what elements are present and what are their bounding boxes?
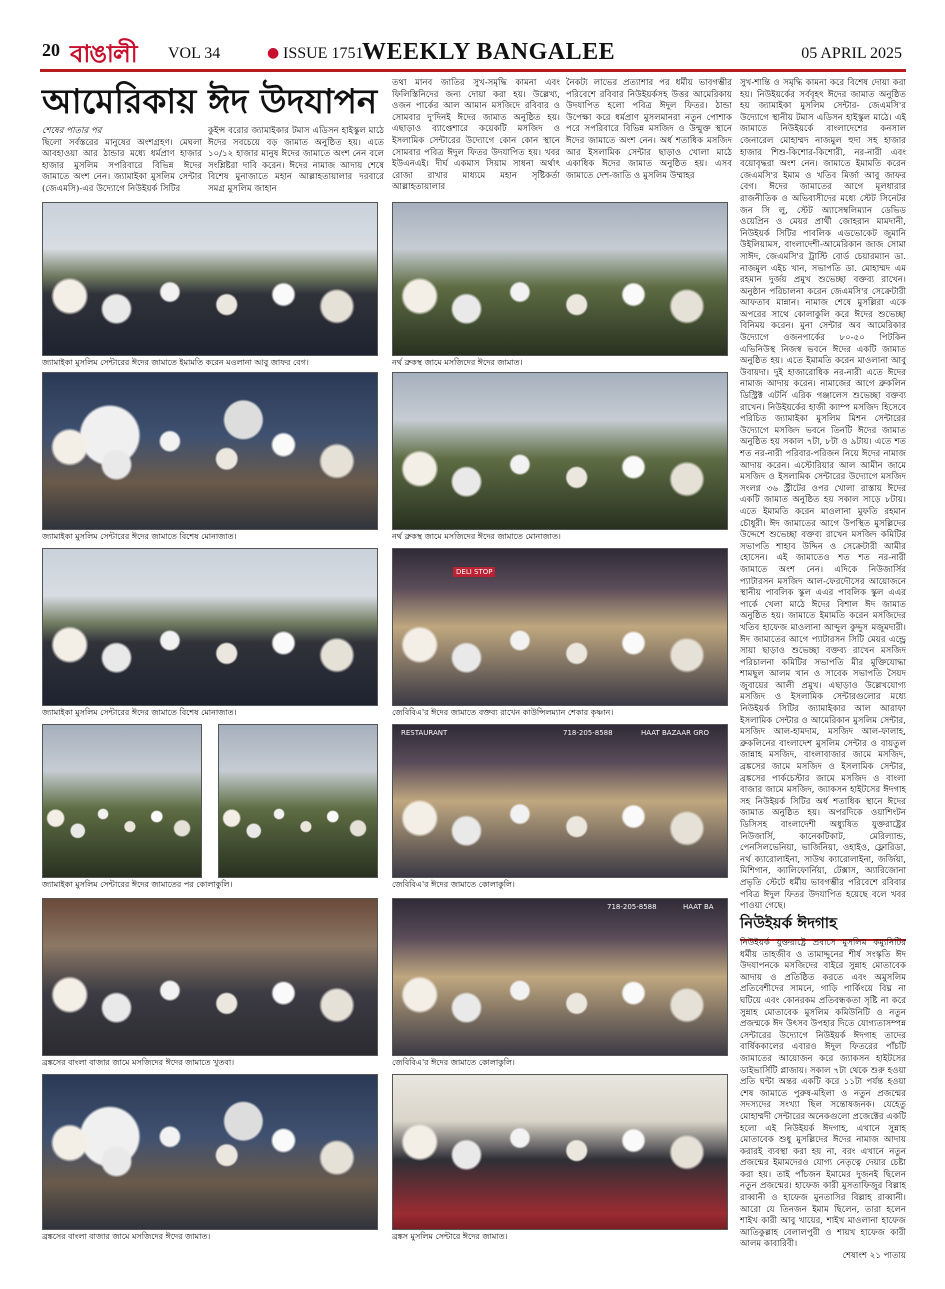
photo-bronx-khutba	[42, 898, 378, 1056]
issue: ISSUE 1751	[283, 45, 364, 62]
photo-jbba-embrace-1	[392, 724, 728, 878]
shop-sign: HAAT BAZAAR GRO	[641, 729, 710, 737]
headline: আমেরিকায় ঈদ উদযাপন	[42, 82, 378, 122]
shop-sign: DELI STOP	[453, 567, 495, 577]
photo-bronx-muslim-center	[392, 1074, 728, 1230]
photo-caption: জেবিবিএ'র ঈদের জামাতে কোলাকুলি।	[392, 880, 515, 889]
photo-caption: জেবিবিএ'র ঈদের জামাতে কোলাকুলি।	[392, 1058, 515, 1067]
separator-dot-icon: ●	[267, 45, 280, 61]
continued-on: শেষাংশ ২১ পাতায়	[842, 1251, 906, 1262]
page-number: 20	[42, 40, 60, 60]
column-1-text: ছিলো সর্বস্তরের মানুষের অংশগ্রহণ। মেঘলা আবহাওয়া আর ঠান্ডার মধ্যে ধর্মপ্রাণ হাজার হাজার মুসলিম সপরিবারে বিভিন্ন ঈদের জামাতে অংশ নেন। জ্যামাইকা মুসলিম সেন্টার (জেএমসি)-এর উদ্যোগে নিউইয়র্ক সিটির	[42, 137, 202, 194]
issue-date: 05 APRIL 2025	[801, 45, 902, 62]
photo-caption: জ্যামাইকা মুসলিম সেন্টারের ঈদের জামাতে ইমামতি করেন মওলানা আবু জাফর বেগ।	[42, 358, 309, 367]
shop-phone: 718-205-8588	[563, 729, 613, 737]
photo-caption: জ্যামাইকা মুসলিম সেন্টারের ঈদের জামাতের পর কোলাকুলি।	[42, 880, 233, 889]
photo-munajat-1	[42, 372, 378, 530]
photo-caption: ব্রঙ্কসের বাংলা বাজার জামে মসজিদের ঈদের জামাতে খুতবা।	[42, 1058, 235, 1067]
article-column-4	[566, 78, 732, 196]
article-column-5b	[740, 938, 906, 1262]
photo-munajat-2	[42, 548, 378, 706]
shop-sign: RESTAURANT	[401, 729, 448, 737]
photo-councilman-speech	[392, 548, 728, 706]
newspaper-logo: বাঙালী	[70, 40, 137, 68]
column-5-text: সুখ-শান্তি ও সমৃদ্ধি কামনা করে বিশেষ দোয়া করা হয়। নিউইয়র্কের সর্ববৃহৎ ঈদের জামাত অনুষ্ঠিত হয় জ্যামাইকা মুসলিম সেন্টার- জেএমসি'র উদ্যোগে স্থানীয় টমাস এডিসন হাইস্কুল মাঠে। এই জামাতে নিউইয়র্কে বাংলাদেশের কনসাল জেনারেল মোহাম্মদ নাজমুল হুদা সহ হাজার হাজার শিশু-কিশোর-কিশোরী, নর-নারী এবং বয়োবৃদ্ধরা অংশ নেন। জামাতে ইমামতি করেন জেএমসি'র ইমাম ও খতিব মির্জা আবু জাফর বেগ। ঈদের জামাতের আগে মূলধারার রাজনীতিক ও অভিবাসীদের মধ্যে স্টেট সিনেটর জন সি লু, স্টেট অ্যাসেম্বলিম্যান ডেভিড ওয়েপ্রিন ও মেয়র প্রার্থী জোহরান মামদানী, নিউইয়র্ক সিটির পাবলিক এডভোকেট জুমানি উইলিয়ামস, বাংলাদেশী-আমেরিকান জাজ সোমা সাঈদ, জেএমসি'র ট্রাস্টি বোর্ড চেয়ারম্যান ডা. নাজমুল এইচ খান, সভাপতি ডা. মোহাম্মদ এম রহমান দুর্জয় প্রমুখ শুভেচ্ছা বক্তব্য রাখেন। অনুষ্ঠান পরিচালনা করেন জেএমসি'র সেক্রেটারী আফতাব মান্নান। নামাজ শেষে মুসল্লিরা একে অপরের সাথে কোলাকুলি করে ঈদের শুভেচ্ছা বিনিময় করেন। মুনা সেন্টার অব আমেরিকার উদ্যোগে ওজনপার্কের ৮০-৫০ পিটকিন এভিনিউস্থ নিজস্ব ভবনে ঈদের একটি জামাত অনুষ্ঠিত হয়। এতে ইমামতি করেন মাওলানা আবু উবায়দা। দুই হাজারোধিক নর-নারী এতে ঈদের নামাজ আদায় করেন। নামাজের আগে ব্রুকলিন ডিস্ট্রিক্ট এটর্নি এরিক গঞ্জালেস শুভেচ্ছা বক্তব্য রাখেন। নিউইয়র্কের হাজী ক্যাম্প মসজিদ হিসেবে পরিচিত জ্যামাইকা মুসলিম মিশন সেন্টারের উদ্যোগে মসজিদ ভবনে তিনটি ঈদের জামাত অনুষ্ঠিত হয় সকাল ৭টা, ৮টা ও ৯টায়। এতে শত শত নর-নারী পরিবার-পরিজন নিয়ে ঈদের নামাজ আদায় করেন। এস্টোরিয়ার আল আমীন জামে মসজিদ ও ইসলামিক সেন্টারের উদ্যোগে মসজিদ সংলগ্ন ৩৬ স্ট্রীটের ওপর খোলা রাস্তায় ঈদের একটি জামাত অনুষ্ঠিত হয় সকাল সাড়ে ৮টায়। এতে ইমামতি করেন মাওলানা মুফতি রহমান চৌধুরী। ঈদ জামাতের আগে উপস্থিত মুসল্লিদের উদ্দেশে শুভেচ্ছা বক্তব্য রাখেন মসজিদ কমিটির সভাপতি শাহাব উদ্দিন ও সেক্রেটারী আমীর হোসেন। এই জামাতেও শত শত নর-নারী জামাতে অংশ নেন। এদিকে নিউজার্সির প্যাটারসন মসজিদ আল-ফেরদৌসের আয়োজনে স্থানীয় পাবলিক স্কুল এএর পাবলিক স্কুল এএর পার্কে খেলা মাঠে ঈদের বিশাল ঈদ জামাত অনুষ্ঠিত হয়। জামাতে ইমামতি করেন মসজিদের খতিব হাফেজ মাওলানা আব্দুল কুদ্দুস মজুমদারী। ঈদ জামাতের আগে প্যাটারসন সিটি মেয়র এন্ড্রে সায়া ছাড়াও শুভেচ্ছা বক্তব্য রাখেন মসজিদ পরিচালনা কমিটির সভাপতি মীর মুক্তিযোদ্ধা শামছুল আলম খান ও সাবেক সভাপতি সৈয়দ জুবায়ের আলী প্রমুখ। এছাড়াও উল্লেখযোগ্য মসজিদ ও ইসলামিক সেন্টারগুলোর মধ্যে নিউইয়র্ক সিটির জ্যামাইকার আল আরাফা ইসলামিক সেন্টার ও আমেরিকান মুসলিম সেন্টার, মসজিদ আল-হামদাম, মসজিদ আল-ফালাহ, ব্রুকলিনের বাংলাদেশ মুসলিম সেন্টার ও বায়তুল জান্নাহ মসজিদ, বাংলাবাজার জামে মসজিদ, ব্রঙ্কসের জামে মসজিদ ও ইসলামিক সেন্টার, ব্রঙ্কসের পার্কচেস্টার জামে মসজিদ ও বাংলা বাজার জামে মসজিদ, জ্যাকসন হাইটসের ঈদগাহ সহ নিউইয়র্ক সিটির অর্ধ শতাধিক স্থানে ঈদের জামাত অনুষ্ঠিত হয়। অপরদিকে ওয়াশিংটন ডিসিসহ বাংলাদেশী অধ্যুষিত যুক্তরাষ্ট্রের নিউজার্সি, কানেকটিকাট, মেরিল্যান্ড, পেনসিলভেনিয়া, ভার্জিনিয়া, ওহাইও, ফ্লোরিডা, নর্থ ক্যারোলাইনা, সাউথ ক্যারোলাইনা, জর্জিয়া, মিশিগান, ক্যালিফোর্নিয়া, টেক্সাস, অ্যারিজোনা প্রভৃতি স্টেটে ধর্মীয় ভাবগম্ভীর পরিবেশে রবিবার পবিত্র ঈদুল ফিতর উদযাপিত হয়েছে বলে খবর পাওয়া গেছে।	[740, 78, 906, 912]
photo-embrace-2	[218, 724, 378, 878]
photo-caption: জ্যামাইকা মুসলিম সেন্টারের ঈদের জামাতে বিশেষ মোনাজাত।	[42, 708, 237, 717]
photo-caption: ব্রঙ্কসের বাংলা বাজার জামে মসজিদের ঈদের জামাত।	[42, 1232, 211, 1241]
column-3-text: তথা মানব জাতির সুখ-সমৃদ্ধি কামনা এবং ফিলিস্তিনিদের জন্য দোয়া করা হয়। উল্লেখ্য, ওজন পার্কের আল আমান মসজিদে রবিবার ও সোমবার দু'দিনই ঈদের জামাত অনুষ্ঠিত হয়। এছাড়াও ব্যাপ্তেশারে কয়েকটি মসজিদ ও ইসলামিক সেন্টারের উদ্যোগে কোন কোন স্থানে সোমবার পবিত্র ঈদুল ফিতর উদযাপিত হয়। খবর ইউএনএই। দীর্ঘ একমাস সিয়াম সাধনা অর্থাৎ রোজা রাখার মাধ্যমে মহান সৃষ্টিকর্তা আল্লাহতায়ালার	[392, 78, 560, 193]
column-2-text: কুইন্স বরোর জ্যামাইকার টমাস এডিসন হাইস্কুল মাঠে ঈদের সবচেয়ে বড় জামাত অনুষ্ঠিত হয়। এতে ১০/১২ হাজার মানুষ ঈদের জামাতে অংশ নেন বলে সংশ্লিষ্টরা দাবি করেন। ঈদের নামাজ আদায় শেষে বিশেষ মুনাজাতে মহান আল্লাহতায়ালার দরবারে সমগ্র মুসলিম জাহান	[208, 126, 384, 194]
paper-name: WEEKLY BANGALEE	[362, 39, 616, 65]
article-column-1	[42, 126, 202, 196]
photo-north-brook-jamaat	[392, 202, 728, 356]
column-4-text: নৈকট্য লাভের প্রত্যাশার পর ধর্মীয় ভাবগম্ভীর পরিবেশে রবিবার নিউইয়র্কসহ উত্তর আমেরিকায় উদযাপিত হলো পবিত্র ঈদুল ফিতর। ঠান্ডা উপেক্ষা করে ধর্মপ্রাণ মুসলমানরা নতুন পোশাক পরে সপরিবারে বিভিন্ন মসজিদ ও উন্মুক্ত স্থানে ঈদের জামাতে অংশ নেন। অর্ধ শতাধিক মসজিদ আর ইসলামিক সেন্টার ছাড়াও খোলা মাঠে একাধিক ঈদের জামাত অনুষ্ঠিত হয়। এসব জামাতে দেশ-জাতি ও মুসলিম উম্মাহর	[566, 78, 732, 181]
photo-caption: জেবিবিএ'র ঈদের জামাতে বক্তব্য রাখেন কাউন্সিলম্যান শেকার কৃষ্ণান।	[392, 708, 614, 717]
photo-caption: জ্যামাইকা মুসলিম সেন্টারের ঈদের জামাতে বিশেষ মোনাজাত।	[42, 532, 237, 541]
shop-sign: HAAT BA	[683, 903, 714, 911]
photo-imam-sermon	[42, 202, 378, 356]
photo-caption: নর্থ ব্রুকস্থ জামে মসজিদের ঈদের জামাত।	[392, 358, 523, 367]
photo-caption: নর্থ ব্রুকস্থ জামে মসজিদের ঈদের জামাতে মোনাজাত।	[392, 532, 561, 541]
column-5b-text: নিউইয়র্ক যুক্তরাষ্ট্রে প্রবাসে মুসলিম কম্যুনিটির ধর্মীয় তাহজীব ও তামাদ্দুনের শীর্ষ সংস্কৃতি ঈদ উদযাপনকে মসজিদের বাইরে সুন্নাহ মোতাবেক আদায় ও প্রতিষ্ঠিত করতে এবং অমুসলিম প্রতিবেশীদের সামনে, গাড়ি পার্কিংয়ে বিঘ্ন না ঘটিয়ে এবং কোনরকম প্রতিবন্ধকতা সৃষ্টি না করে সুন্নাহ মোতাবেক মুসলিম কমিউনিটি ও নতুন প্রজন্মকে ঈদ উৎসব উপহার দিতে যোগ্যতাসম্পন্ন সেন্টারের উদ্যোগে নিউইয়র্ক ঈদগাহ তাদের বার্ষিককালের এবারও ঈদুল ফিতরের পাঁচটি জামাতের আয়োজন করে জ্যাকসন হাইটসের ডাইভার্সিটি প্লাজায়। সকাল ৭টা থেকে শুরু হওয়া প্রতি ঘন্টা অন্তর একটি করে ১১টা পর্যন্ত হওয়া শেষ জামাতে পুরুষ-মহিলা ও নতুন প্রজন্মের সদস্যদের সংখ্যা ছিল সন্তোষজনক। যেহেতু মোহাম্মদী সেন্টারের অনেকগুলো প্রজেক্টের একটি হলো এই নিউইয়র্ক ঈদগাহ, এখানে সুন্নাহ মোতাবেক শুধু মুসল্লিদের ঈদের নামাজ আদায় করারই ব্যবস্থা করা হয় না, বরং এখানে নতুন প্রজন্মের ইমামদেরও যোগ্য নেতৃত্বে দেয়ার চেষ্টা করা হয়। তাই পাঁচজন ইমামের দুজনই ছিলেন নতুন প্রজন্মের। হাফেজ কারী মুসতাফিজুর বিল্লাহ রাব্বানী ও হাফেজ মুনতাসির বিল্লাহ রাব্বানী। আরো যে তিনজন ইমাম ছিলেন, তারা হলেন শাইখ কারী আবু খায়ের, শাইখ মাওলানা হাফেজ আতিকুল্লাহ বেলালপুরী ও শায়খ হাফেজ কারী আলম কাবারিবী।	[740, 938, 906, 1250]
photo-north-brook-munajat	[392, 372, 728, 530]
photo-caption: ব্রঙ্কস মুসলিম সেন্টারে ঈদের জামাত।	[392, 1232, 508, 1241]
masthead	[40, 34, 906, 72]
shop-phone: 718-205-8588	[607, 903, 657, 911]
continued-from: শেষের পাতার পর	[42, 126, 102, 136]
volume: VOL 34	[168, 45, 221, 62]
article-column-5	[740, 78, 906, 912]
photo-embrace-1	[42, 724, 202, 878]
photo-jbba-embrace-2	[392, 898, 728, 1056]
header-rule	[40, 69, 906, 72]
article-column-2	[208, 126, 384, 196]
photo-bronx-jamaat	[42, 1074, 378, 1230]
subheading: নিউইয়র্ক ঈদগাহ	[740, 912, 906, 941]
